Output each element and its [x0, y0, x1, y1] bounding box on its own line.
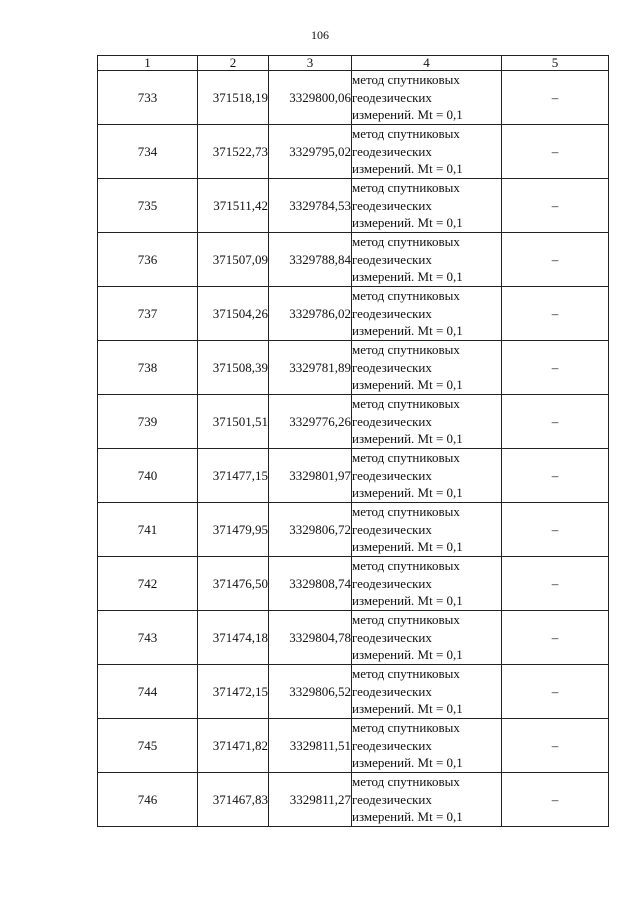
method-line: измерений. Mt = 0,1 [352, 377, 463, 393]
point-number-cell: 734 [98, 125, 198, 179]
x-coordinate-cell: 371501,51 [198, 395, 269, 449]
method-line: метод спутниковых [352, 612, 460, 628]
x-coordinate-cell: 371476,50 [198, 557, 269, 611]
method-line: метод спутниковых [352, 666, 460, 682]
method-line: измерений. Mt = 0,1 [352, 755, 463, 771]
page-number: 106 [311, 28, 329, 42]
method-line: метод спутниковых [352, 234, 460, 250]
method-line: метод спутниковых [352, 180, 460, 196]
method-line: геодезических [352, 359, 432, 375]
method-line: измерений. Mt = 0,1 [352, 701, 463, 717]
method-line: измерений. Mt = 0,1 [352, 269, 463, 285]
point-number-cell: 745 [98, 719, 198, 773]
column-header-4: 4 [352, 56, 502, 71]
table-row [98, 503, 609, 557]
method-line: метод спутниковых [352, 288, 460, 304]
table-row [98, 233, 609, 287]
y-coordinate-cell: 3329808,74 [269, 557, 352, 611]
method-line: измерений. Mt = 0,1 [352, 215, 463, 231]
point-number-cell: 746 [98, 773, 198, 827]
method-cell [352, 557, 502, 611]
point-number-cell: 738 [98, 341, 198, 395]
note-cell: – [502, 665, 609, 719]
method-line: геодезических [352, 521, 432, 537]
x-coordinate-cell: 371477,15 [198, 449, 269, 503]
column-header-3: 3 [269, 56, 352, 71]
x-coordinate-cell: 371467,83 [198, 773, 269, 827]
method-line: геодезических [352, 197, 432, 213]
table-row [98, 611, 609, 665]
y-coordinate-cell: 3329795,02 [269, 125, 352, 179]
y-coordinate-cell: 3329811,27 [269, 773, 352, 827]
method-line: измерений. Mt = 0,1 [352, 539, 463, 555]
note-cell: – [502, 503, 609, 557]
x-coordinate-cell: 371507,09 [198, 233, 269, 287]
table-row [98, 287, 609, 341]
point-number-cell: 744 [98, 665, 198, 719]
method-line: геодезических [352, 683, 432, 699]
note-cell: – [502, 287, 609, 341]
point-number-cell: 741 [98, 503, 198, 557]
method-line: измерений. Mt = 0,1 [352, 809, 463, 825]
method-cell [352, 611, 502, 665]
note-cell: – [502, 71, 609, 125]
method-line: геодезических [352, 467, 432, 483]
x-coordinate-cell: 371479,95 [198, 503, 269, 557]
point-number-cell: 735 [98, 179, 198, 233]
x-coordinate-cell: 371504,26 [198, 287, 269, 341]
table-row [98, 125, 609, 179]
method-line: геодезических [352, 89, 432, 105]
method-line: геодезических [352, 737, 432, 753]
point-number-cell: 739 [98, 395, 198, 449]
y-coordinate-cell: 3329804,78 [269, 611, 352, 665]
x-coordinate-cell: 371522,73 [198, 125, 269, 179]
point-number-cell: 736 [98, 233, 198, 287]
method-line: метод спутниковых [352, 720, 460, 736]
method-line: метод спутниковых [352, 558, 460, 574]
method-cell [352, 179, 502, 233]
method-cell [352, 665, 502, 719]
y-coordinate-cell: 3329788,84 [269, 233, 352, 287]
table-row [98, 179, 609, 233]
method-line: геодезических [352, 629, 432, 645]
x-coordinate-cell: 371472,15 [198, 665, 269, 719]
method-line: метод спутниковых [352, 72, 460, 88]
method-line: измерений. Mt = 0,1 [352, 323, 463, 339]
note-cell: – [502, 557, 609, 611]
note-cell: – [502, 719, 609, 773]
method-cell [352, 125, 502, 179]
x-coordinate-cell: 371474,18 [198, 611, 269, 665]
y-coordinate-cell: 3329811,51 [269, 719, 352, 773]
table-body [98, 71, 609, 827]
x-coordinate-cell: 371511,42 [198, 179, 269, 233]
method-line: метод спутниковых [352, 396, 460, 412]
method-cell [352, 287, 502, 341]
y-coordinate-cell: 3329776,26 [269, 395, 352, 449]
column-header-2: 2 [198, 56, 269, 71]
y-coordinate-cell: 3329781,89 [269, 341, 352, 395]
y-coordinate-cell: 3329784,53 [269, 179, 352, 233]
note-cell: – [502, 395, 609, 449]
table-row [98, 395, 609, 449]
point-number-cell: 740 [98, 449, 198, 503]
method-cell [352, 395, 502, 449]
point-number-cell: 733 [98, 71, 198, 125]
method-cell [352, 719, 502, 773]
x-coordinate-cell: 371471,82 [198, 719, 269, 773]
note-cell: – [502, 341, 609, 395]
method-line: измерений. Mt = 0,1 [352, 647, 463, 663]
table-row [98, 449, 609, 503]
method-line: метод спутниковых [352, 126, 460, 142]
y-coordinate-cell: 3329801,97 [269, 449, 352, 503]
y-coordinate-cell: 3329800,06 [269, 71, 352, 125]
point-number-cell: 737 [98, 287, 198, 341]
y-coordinate-cell: 3329806,72 [269, 503, 352, 557]
column-header-5: 5 [502, 56, 609, 71]
method-line: геодезических [352, 143, 432, 159]
method-line: измерений. Mt = 0,1 [352, 107, 463, 123]
table-row [98, 71, 609, 125]
method-cell [352, 773, 502, 827]
method-line: измерений. Mt = 0,1 [352, 485, 463, 501]
table-row [98, 341, 609, 395]
method-line: метод спутниковых [352, 774, 460, 790]
method-cell [352, 233, 502, 287]
table-header-row [98, 56, 609, 71]
method-line: метод спутниковых [352, 342, 460, 358]
method-line: измерений. Mt = 0,1 [352, 593, 463, 609]
note-cell: – [502, 449, 609, 503]
method-line: метод спутниковых [352, 504, 460, 520]
point-number-cell: 743 [98, 611, 198, 665]
note-cell: – [502, 773, 609, 827]
method-line: измерений. Mt = 0,1 [352, 161, 463, 177]
point-number-cell: 742 [98, 557, 198, 611]
method-line: геодезических [352, 251, 432, 267]
method-cell [352, 449, 502, 503]
method-line: метод спутниковых [352, 450, 460, 466]
method-line: геодезических [352, 305, 432, 321]
note-cell: – [502, 179, 609, 233]
y-coordinate-cell: 3329806,52 [269, 665, 352, 719]
method-cell [352, 341, 502, 395]
column-header-1: 1 [98, 56, 198, 71]
method-cell [352, 503, 502, 557]
note-cell: – [502, 233, 609, 287]
method-cell [352, 71, 502, 125]
method-line: геодезических [352, 791, 432, 807]
table-row [98, 719, 609, 773]
method-line: геодезических [352, 413, 432, 429]
note-cell: – [502, 611, 609, 665]
table-row [98, 665, 609, 719]
x-coordinate-cell: 371518,19 [198, 71, 269, 125]
coordinates-table [97, 55, 609, 827]
note-cell: – [502, 125, 609, 179]
method-line: измерений. Mt = 0,1 [352, 431, 463, 447]
table-row [98, 773, 609, 827]
table-row [98, 557, 609, 611]
y-coordinate-cell: 3329786,02 [269, 287, 352, 341]
method-line: геодезических [352, 575, 432, 591]
x-coordinate-cell: 371508,39 [198, 341, 269, 395]
